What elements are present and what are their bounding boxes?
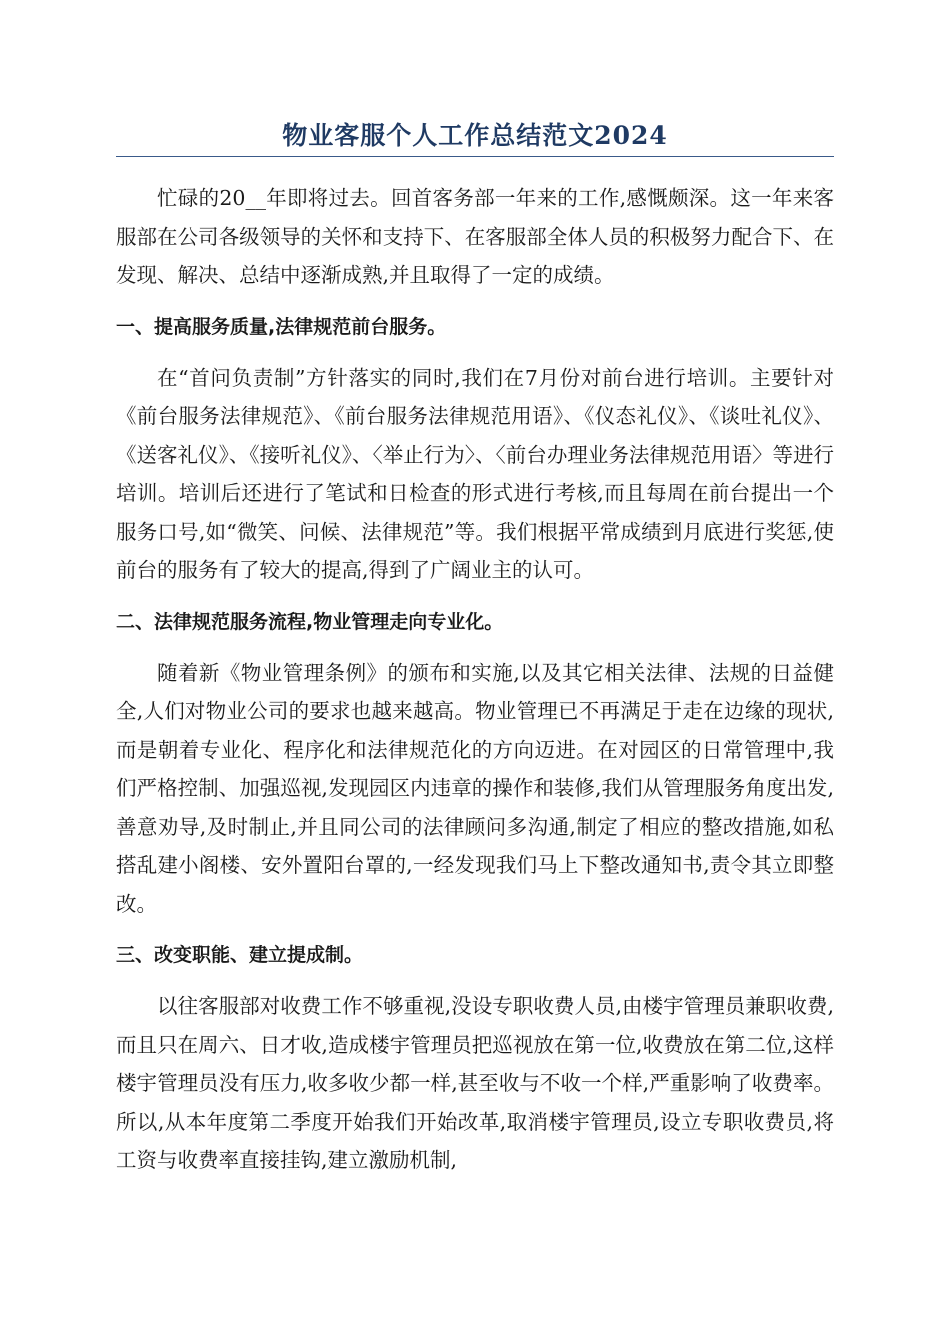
section-3-body: 以往客服部对收费工作不够重视,没设专职收费人员,由楼宇管理员兼职收费,而且只在周六、日才收,造成楼宇管理员把巡视放在第一位,收费放在第二位,这样楼宇管理员没有压力,收多收少都一样,甚至收与不收一个样,严重影响了收费率。所以,从本年度第二季度开始我们开始改革,取消楼宇管理员,设立专职收费员,将工资与收费率直接挂钩,建立激励机制,	[116, 994, 834, 1172]
intro-paragraph: 忙碌的20__年即将过去。回首客务部一年来的工作,感慨颇深。这一年来客服部在公司各级领导的关怀和支持下、在客服部全体人员的积极努力配合下、在发现、解决、总结中逐渐成熟,并且取得了一定的成绩。	[116, 186, 834, 287]
document-title: 物业客服个人工作总结范文2024	[116, 118, 834, 157]
section-1-body: 在“首问负责制”方针落实的同时,我们在7月份对前台进行培训。主要针对《前台服务法律规范》、《前台服务法律规范用语》、《仪态礼仪》、《谈吐礼仪》、《送客礼仪》、《接听礼仪》、〈举止行为〉、〈前台办理业务法律规范用语〉等进行培训。培训后还进行了笔试和日检查的形式进行考核,而且每周在前台提出一个服务口号,如“微笑、问候、法律规范”等。我们根据平常成绩到月底进行奖惩,使前台的服务有了较大的提高,得到了广阔业主的认可。	[116, 365, 834, 582]
section-1-heading: 一、提高服务质量,法律规范前台服务。	[116, 315, 447, 338]
section-2-heading: 二、法律规范服务流程,物业管理走向专业化。	[116, 610, 504, 633]
section-3-heading: 三、改变职能、建立提成制。	[116, 944, 364, 966]
section-2-body: 随着新《物业管理条例》的颁布和实施,以及其它相关法律、法规的日益健全,人们对物业公司的要求也越来越高。物业管理已不再满足于走在边缘的现状,而是朝着专业化、程序化和法律规范化的方向迈进。在对园区的日常管理中,我们严格控制、加强巡视,发现园区内违章的操作和装修,我们从管理服务角度出发,善意劝导,及时制止,并且同公司的法律顾问多沟通,制定了相应的整改措施,如私搭乱建小阁楼、安外置阳台罩的,一经发现我们马上下整改通知书,责令其立即整改。	[116, 660, 834, 916]
